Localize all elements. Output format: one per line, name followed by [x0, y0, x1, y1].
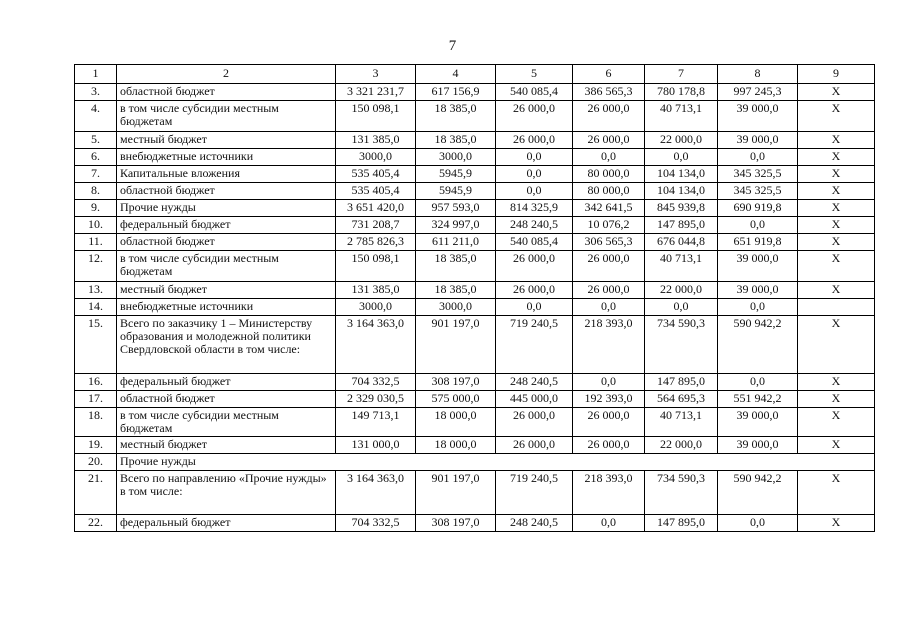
row-label: в том числе субсидии местным бюджетам [117, 251, 336, 282]
value-cell: 26 000,0 [496, 282, 573, 299]
value-cell: 2 329 030,5 [336, 391, 416, 408]
value-cell: 192 393,0 [573, 391, 645, 408]
target-value-cell: X [798, 471, 875, 515]
value-cell: 40 713,1 [645, 101, 718, 132]
table-header-row [75, 65, 875, 84]
row-label: областной бюджет [117, 391, 336, 408]
value-cell: 131 385,0 [336, 282, 416, 299]
value-cell: 26 000,0 [496, 437, 573, 454]
row-number: 18. [75, 408, 117, 437]
value-cell: 704 332,5 [336, 515, 416, 532]
value-cell: 308 197,0 [416, 374, 496, 391]
target-value-cell: X [798, 515, 875, 532]
row-label: областной бюджет [117, 234, 336, 251]
value-cell: 575 000,0 [416, 391, 496, 408]
row-number: 5. [75, 132, 117, 149]
row-number: 12. [75, 251, 117, 282]
value-cell: 80 000,0 [573, 166, 645, 183]
row-number: 4. [75, 101, 117, 132]
value-cell: 5945,9 [416, 166, 496, 183]
value-cell: 342 641,5 [573, 200, 645, 217]
table-row [75, 217, 875, 234]
value-cell: 3 164 363,0 [336, 316, 416, 374]
row-number: 6. [75, 149, 117, 166]
value-cell: 0,0 [496, 149, 573, 166]
value-cell: 3 321 231,7 [336, 84, 416, 101]
target-value-cell: X [798, 437, 875, 454]
value-cell: 131 000,0 [336, 437, 416, 454]
target-value-cell: X [798, 217, 875, 234]
value-cell: 147 895,0 [645, 374, 718, 391]
column-header: 4 [416, 65, 496, 84]
value-cell: 780 178,8 [645, 84, 718, 101]
value-cell: 719 240,5 [496, 316, 573, 374]
value-cell: 551 942,2 [718, 391, 798, 408]
table-row [75, 251, 875, 282]
value-cell: 734 590,3 [645, 471, 718, 515]
table-row [75, 200, 875, 217]
table-row [75, 234, 875, 251]
value-cell: 22 000,0 [645, 132, 718, 149]
value-cell: 26 000,0 [573, 437, 645, 454]
value-cell: 845 939,8 [645, 200, 718, 217]
value-cell: 540 085,4 [496, 234, 573, 251]
value-cell: 345 325,5 [718, 166, 798, 183]
value-cell: 39 000,0 [718, 408, 798, 437]
value-cell: 997 245,3 [718, 84, 798, 101]
row-label: внебюджетные источники [117, 149, 336, 166]
value-cell: 26 000,0 [573, 282, 645, 299]
value-cell: 690 919,8 [718, 200, 798, 217]
row-label: федеральный бюджет [117, 217, 336, 234]
value-cell: 704 332,5 [336, 374, 416, 391]
value-cell: 10 076,2 [573, 217, 645, 234]
value-cell: 651 919,8 [718, 234, 798, 251]
table-row [75, 471, 875, 515]
value-cell: 104 134,0 [645, 183, 718, 200]
value-cell: 0,0 [573, 149, 645, 166]
value-cell: 0,0 [573, 515, 645, 532]
row-label: Прочие нужды [117, 200, 336, 217]
row-label: Капитальные вложения [117, 166, 336, 183]
value-cell: 248 240,5 [496, 217, 573, 234]
table-row [75, 391, 875, 408]
table-row [75, 84, 875, 101]
column-header: 9 [798, 65, 875, 84]
value-cell: 150 098,1 [336, 251, 416, 282]
value-cell: 39 000,0 [718, 101, 798, 132]
value-cell: 445 000,0 [496, 391, 573, 408]
table-row [75, 299, 875, 316]
value-cell: 901 197,0 [416, 471, 496, 515]
value-cell: 5945,9 [416, 183, 496, 200]
value-cell: 18 385,0 [416, 132, 496, 149]
table-row [75, 515, 875, 532]
row-number: 16. [75, 374, 117, 391]
target-value-cell: X [798, 166, 875, 183]
target-value-cell: X [798, 234, 875, 251]
value-cell: 540 085,4 [496, 84, 573, 101]
value-cell: 248 240,5 [496, 515, 573, 532]
value-cell: 18 385,0 [416, 101, 496, 132]
row-number: 21. [75, 471, 117, 515]
row-number: 15. [75, 316, 117, 374]
row-label: местный бюджет [117, 132, 336, 149]
value-cell: 306 565,3 [573, 234, 645, 251]
value-cell: 149 713,1 [336, 408, 416, 437]
row-number: 11. [75, 234, 117, 251]
table-row [75, 132, 875, 149]
value-cell: 535 405,4 [336, 166, 416, 183]
value-cell: 0,0 [573, 374, 645, 391]
value-cell: 22 000,0 [645, 437, 718, 454]
value-cell: 535 405,4 [336, 183, 416, 200]
value-cell: 3000,0 [416, 299, 496, 316]
target-value-cell: X [798, 374, 875, 391]
row-label: федеральный бюджет [117, 374, 336, 391]
target-value-cell: X [798, 251, 875, 282]
value-cell: 26 000,0 [496, 251, 573, 282]
target-value-cell: X [798, 391, 875, 408]
value-cell: 308 197,0 [416, 515, 496, 532]
value-cell: 345 325,5 [718, 183, 798, 200]
page-number: 7 [448, 38, 457, 54]
value-cell: 218 393,0 [573, 471, 645, 515]
row-label: областной бюджет [117, 84, 336, 101]
value-cell: 39 000,0 [718, 251, 798, 282]
row-label: федеральный бюджет [117, 515, 336, 532]
row-label: областной бюджет [117, 183, 336, 200]
row-label: местный бюджет [117, 282, 336, 299]
target-value-cell: X [798, 200, 875, 217]
value-cell: 3 651 420,0 [336, 200, 416, 217]
column-header: 2 [117, 65, 336, 84]
value-cell: 26 000,0 [573, 101, 645, 132]
value-cell: 3000,0 [416, 149, 496, 166]
row-number: 17. [75, 391, 117, 408]
column-header: 7 [645, 65, 718, 84]
table-row [75, 316, 875, 374]
value-cell: 40 713,1 [645, 408, 718, 437]
value-cell: 22 000,0 [645, 282, 718, 299]
target-value-cell: X [798, 282, 875, 299]
value-cell: 957 593,0 [416, 200, 496, 217]
value-cell: 39 000,0 [718, 437, 798, 454]
value-cell: 0,0 [718, 299, 798, 316]
value-cell: 40 713,1 [645, 251, 718, 282]
row-number: 22. [75, 515, 117, 532]
column-header: 5 [496, 65, 573, 84]
value-cell: 0,0 [718, 374, 798, 391]
value-cell: 0,0 [645, 299, 718, 316]
value-cell: 0,0 [718, 515, 798, 532]
value-cell: 3000,0 [336, 299, 416, 316]
row-label: Всего по направлению «Прочие нужды» в том числе: [117, 471, 336, 515]
value-cell: 218 393,0 [573, 316, 645, 374]
row-label: внебюджетные источники [117, 299, 336, 316]
row-label: Всего по заказчику 1 – Министерству образования и молодежной политики Свердловской области в том числе: [117, 316, 336, 374]
value-cell: 26 000,0 [496, 101, 573, 132]
target-value-cell: X [798, 408, 875, 437]
value-cell: 26 000,0 [573, 251, 645, 282]
value-cell: 676 044,8 [645, 234, 718, 251]
row-label: Прочие нужды [117, 454, 875, 471]
row-number: 9. [75, 200, 117, 217]
target-value-cell [798, 299, 875, 316]
table-row [75, 282, 875, 299]
column-header: 6 [573, 65, 645, 84]
row-label: в том числе субсидии местным бюджетам [117, 101, 336, 132]
value-cell: 0,0 [496, 166, 573, 183]
value-cell: 2 785 826,3 [336, 234, 416, 251]
row-number: 19. [75, 437, 117, 454]
value-cell: 719 240,5 [496, 471, 573, 515]
table-row [75, 149, 875, 166]
value-cell: 131 385,0 [336, 132, 416, 149]
table-row [75, 183, 875, 200]
row-number: 20. [75, 454, 117, 471]
value-cell: 26 000,0 [573, 408, 645, 437]
value-cell: 248 240,5 [496, 374, 573, 391]
value-cell: 3000,0 [336, 149, 416, 166]
target-value-cell: X [798, 84, 875, 101]
row-label: местный бюджет [117, 437, 336, 454]
target-value-cell: X [798, 316, 875, 374]
value-cell: 731 208,7 [336, 217, 416, 234]
target-value-cell: X [798, 132, 875, 149]
value-cell: 0,0 [645, 149, 718, 166]
value-cell: 80 000,0 [573, 183, 645, 200]
target-value-cell: X [798, 149, 875, 166]
table-row [75, 101, 875, 132]
value-cell: 147 895,0 [645, 515, 718, 532]
value-cell: 0,0 [573, 299, 645, 316]
value-cell: 26 000,0 [496, 408, 573, 437]
row-number: 8. [75, 183, 117, 200]
value-cell: 39 000,0 [718, 282, 798, 299]
value-cell: 617 156,9 [416, 84, 496, 101]
value-cell: 590 942,2 [718, 316, 798, 374]
value-cell: 0,0 [496, 299, 573, 316]
value-cell: 611 211,0 [416, 234, 496, 251]
value-cell: 901 197,0 [416, 316, 496, 374]
value-cell: 18 385,0 [416, 251, 496, 282]
row-number: 14. [75, 299, 117, 316]
row-number: 10. [75, 217, 117, 234]
column-header: 3 [336, 65, 416, 84]
column-header: 1 [75, 65, 117, 84]
value-cell: 0,0 [718, 149, 798, 166]
row-label: в том числе субсидии местным бюджетам [117, 408, 336, 437]
table-row [75, 437, 875, 454]
target-value-cell: X [798, 101, 875, 132]
value-cell: 18 385,0 [416, 282, 496, 299]
table-row [75, 166, 875, 183]
value-cell: 590 942,2 [718, 471, 798, 515]
budget-table [74, 64, 875, 532]
row-number: 7. [75, 166, 117, 183]
value-cell: 0,0 [496, 183, 573, 200]
row-number: 3. [75, 84, 117, 101]
value-cell: 564 695,3 [645, 391, 718, 408]
value-cell: 18 000,0 [416, 408, 496, 437]
value-cell: 0,0 [718, 217, 798, 234]
value-cell: 147 895,0 [645, 217, 718, 234]
target-value-cell: X [798, 183, 875, 200]
value-cell: 39 000,0 [718, 132, 798, 149]
row-number: 13. [75, 282, 117, 299]
value-cell: 18 000,0 [416, 437, 496, 454]
value-cell: 150 098,1 [336, 101, 416, 132]
value-cell: 3 164 363,0 [336, 471, 416, 515]
table-row [75, 454, 875, 471]
value-cell: 104 134,0 [645, 166, 718, 183]
value-cell: 814 325,9 [496, 200, 573, 217]
value-cell: 26 000,0 [573, 132, 645, 149]
value-cell: 734 590,3 [645, 316, 718, 374]
value-cell: 324 997,0 [416, 217, 496, 234]
table-row [75, 374, 875, 391]
column-header: 8 [718, 65, 798, 84]
table-row [75, 408, 875, 437]
value-cell: 386 565,3 [573, 84, 645, 101]
value-cell: 26 000,0 [496, 132, 573, 149]
